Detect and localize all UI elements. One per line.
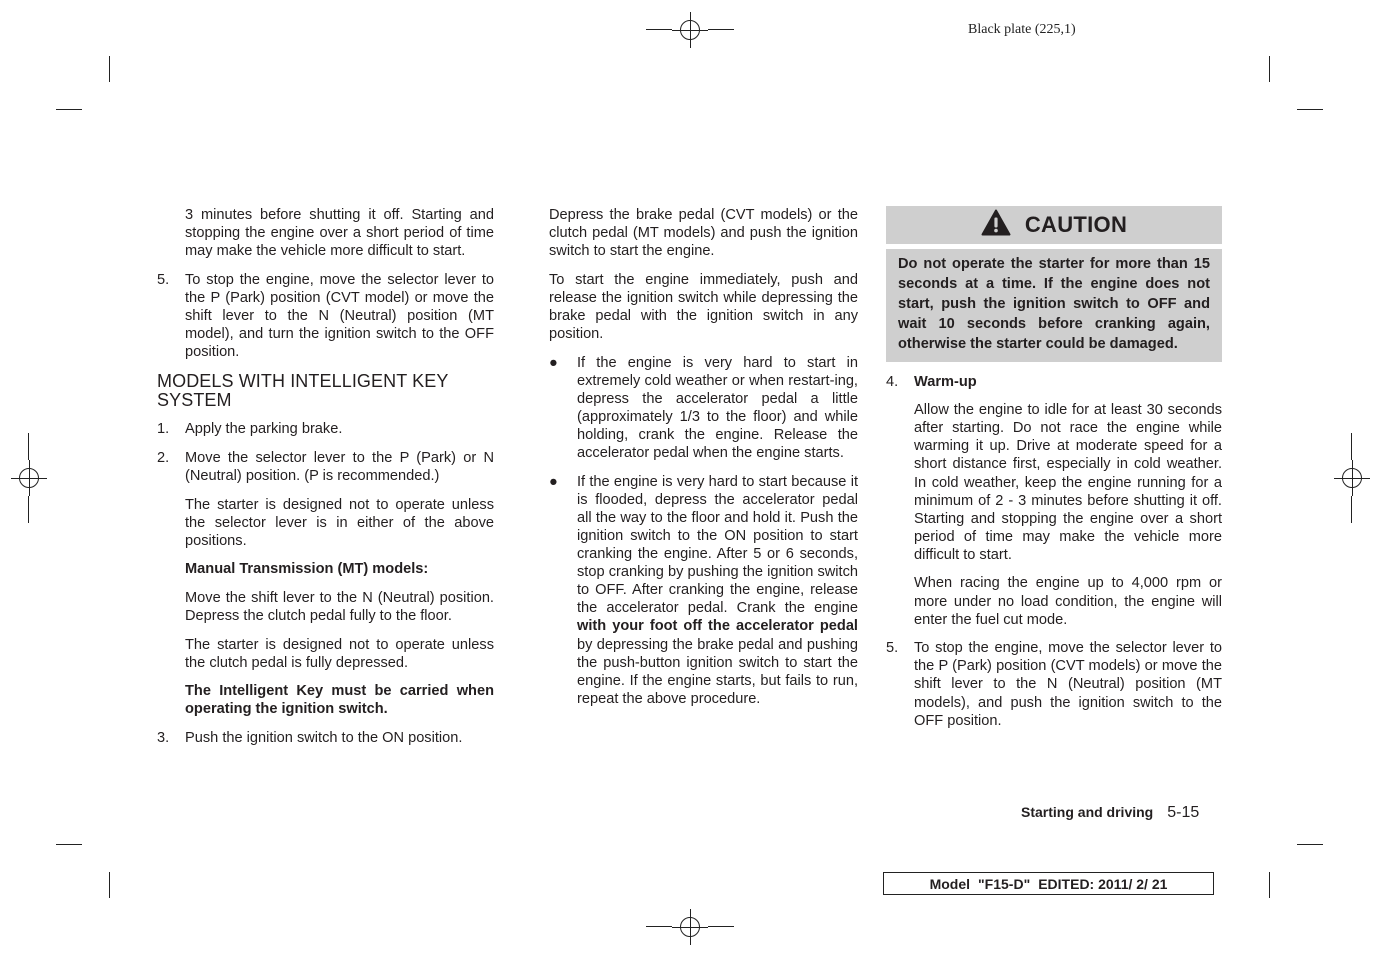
paragraph: To start the engine immediately, push and release the ignition switch while depressing the brake pedal with the ignition switch in any position. — [549, 271, 858, 343]
warning-icon — [981, 209, 1011, 241]
paragraph: Move the shift lever to the N (Neutral) position. Depress the clutch pedal fully to the floor. — [185, 589, 494, 624]
crop-line — [1351, 496, 1352, 523]
crop-line — [708, 926, 734, 927]
list-item — [886, 639, 1222, 729]
bullet-text: by depressing the brake pedal and pushing the push-button ignition switch to start the engine. If the engine starts, but fails to run, repeat the above procedure. — [577, 636, 858, 707]
page-footer — [1021, 804, 1199, 822]
paragraph: When racing the engine up to 4,000 rpm or more under no load condition, the engine will enter the fuel cut mode. — [914, 575, 1222, 628]
list-item — [157, 271, 494, 361]
crop-mark — [1269, 872, 1270, 898]
list-item — [886, 373, 1222, 391]
section-name: Starting and driving — [1021, 804, 1154, 820]
crop-mark — [56, 844, 82, 845]
paragraph: The starter is designed not to operate unless the clutch pedal is fully depressed. — [185, 636, 494, 671]
subheading: Manual Transmission (MT) models: — [185, 561, 429, 578]
edited-date: EDITED: 2011/ 2/ 21 — [1038, 875, 1168, 892]
bullet-icon: ● — [549, 473, 558, 490]
model-stamp — [883, 872, 1214, 895]
crop-mark — [1297, 844, 1323, 845]
crop-mark — [56, 109, 82, 110]
item-number: 3. — [157, 729, 170, 746]
crop-mark — [1297, 109, 1323, 110]
column-right — [886, 206, 1222, 740]
list-item — [157, 729, 494, 747]
crop-mark — [109, 56, 110, 82]
list-item — [157, 420, 494, 438]
crop-line — [28, 496, 29, 523]
item-number: 2. — [157, 449, 170, 466]
registration-mark-left — [11, 460, 47, 496]
item-text: Move the selector lever to the P (Park) or N (Neutral) position. (P is recommended.) — [185, 449, 494, 484]
key-note: The Intelligent Key must be carried when operating the ignition switch. — [185, 683, 494, 718]
crop-line — [646, 29, 672, 30]
registration-mark-top — [672, 12, 708, 48]
item-number: 5. — [157, 271, 170, 288]
item-text: Push the ignition switch to the ON position. — [185, 729, 463, 746]
list-item — [157, 449, 494, 485]
registration-mark-bottom — [672, 909, 708, 945]
bullet-item — [549, 354, 858, 463]
column-middle — [549, 206, 858, 718]
plate-label: Black plate (225,1) — [968, 22, 1076, 37]
caution-text: Do not operate the starter for more than 15 seconds at a time. If the engine does not start, push the ignition switch to OFF and wait 10 seconds before cranking again, otherwise the starter could be damaged. — [886, 249, 1222, 362]
bullet-emphasis: with your foot off the accelerator pedal — [577, 618, 858, 635]
bullet-icon: ● — [549, 354, 558, 371]
caution-title: CAUTION — [1024, 211, 1128, 237]
crop-line — [28, 433, 29, 460]
bullet-text: If the engine is very hard to start in extremely cold weather or when restart-ing, depress the accelerator pedal a little (approximately 1/3 to the floor) and while holding, crank the engine. Release the accelerator pedal when the engine starts. — [577, 354, 858, 462]
crop-mark — [109, 872, 110, 898]
paragraph: Allow the engine to idle for at least 30 seconds after starting. Do not race the engine while warming it up. Drive at moderate speed for a short distance first, especially in cold weather. In cold weather, keep the engine running for a minimum of 2 - 3 minutes before shutting it off. Starting and stopping the engine over a short period of time may make the vehicle more difficult to start. — [914, 402, 1222, 563]
page-number: 5-15 — [1167, 804, 1200, 821]
model-code: "F15-D" — [978, 875, 1031, 892]
bullet-text: If the engine is very hard to start because it is flooded, depress the accelerator pedal all the way to the floor and hold it. Push the ignition switch to the ON position to start cranking the engine. After 5 or 6 seconds, stop cranking by pushing the ignition switch to OFF. After cranking the engine, release the accelerator pedal. Crank the engine — [577, 473, 858, 617]
item-text: To stop the engine, move the selector lever to the P (Park) position (CVT model) or move the shift lever to the N (Neutral) position (MT model), and turn the ignition switch to the OFF position. — [185, 271, 494, 361]
paragraph: The starter is designed not to operate unless the selector lever is in either of the above positions. — [185, 496, 494, 549]
column-left — [157, 206, 494, 758]
crop-line — [646, 926, 672, 927]
item-number: 1. — [157, 421, 170, 438]
model-label: Model — [929, 875, 971, 892]
caution-box — [886, 206, 1222, 362]
caution-header — [886, 206, 1222, 244]
registration-mark-right — [1334, 460, 1370, 496]
crop-line — [1351, 433, 1352, 460]
item-number: 4. — [886, 373, 899, 390]
bullet-item — [549, 473, 858, 708]
crop-mark — [1269, 56, 1270, 82]
item-title: Warm-up — [914, 373, 977, 390]
paragraph: Depress the brake pedal (CVT models) or the clutch pedal (MT models) and push the ignition switch to start the engine. — [549, 207, 858, 260]
crop-line — [708, 29, 734, 30]
item-text: To stop the engine, move the selector lever to the P (Park) position (CVT models) or move the shift lever to the N (Neutral) position (MT models), and push the ignition switch to the OFF position. — [914, 640, 1222, 729]
item-text: Apply the parking brake. — [185, 421, 343, 438]
section-heading: MODELS WITH INTELLIGENT KEY SYSTEM — [157, 370, 449, 411]
item-number: 5. — [886, 640, 899, 657]
paragraph: 3 minutes before shutting it off. Starting and stopping the engine over a short period of time may make the vehicle more difficult to start. — [185, 207, 494, 260]
